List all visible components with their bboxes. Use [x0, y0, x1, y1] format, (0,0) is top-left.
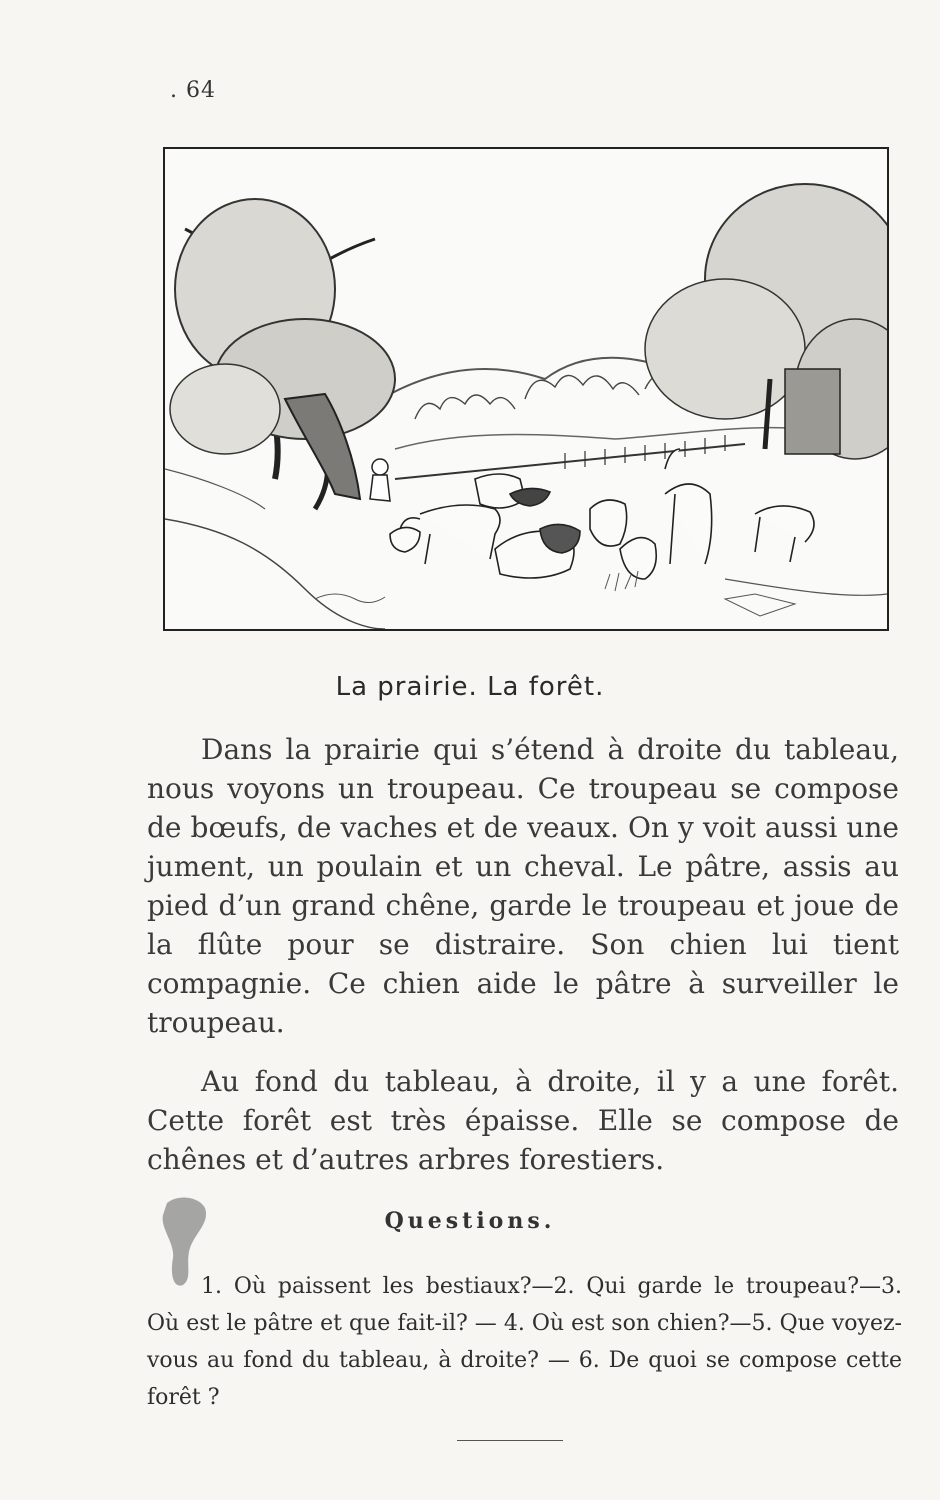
- left-oak-tree: [170, 199, 395, 509]
- closing-rule: [457, 1440, 563, 1441]
- shepherd-figure: [370, 459, 390, 501]
- meadow-forest-illustration: [163, 147, 889, 631]
- paragraph-1: [147, 730, 899, 1042]
- paragraph-2: [147, 1062, 899, 1179]
- questions-block: [147, 1268, 902, 1416]
- questions-heading: Questions.: [384, 1208, 556, 1234]
- figure-caption: La prairie. La forêt.: [335, 672, 605, 702]
- page-number: . 64: [170, 78, 216, 103]
- engraving-drawing: [165, 149, 887, 629]
- paragraph-2-text: Au fond du tableau, à droite, il y a une forêt. Cette forêt est très épaisse. Elle se compose de chênes et d’autres arbres forestiers.: [147, 1065, 899, 1176]
- questions-text: 1. Où paissent les bestiaux?—2. Qui garde le troupeau?—3. Où est le pâtre et que fait-il? — 4. Où est son chien?—5. Que voyez-vous au fond du tableau, à droite? — 6. De quoi se compose cette forêt ?: [147, 1274, 902, 1410]
- right-forest: [645, 184, 887, 459]
- paragraph-1-text: Dans la prairie qui s’étend à droite du tableau, nous voyons un troupeau. Ce troupeau se compose de bœufs, de vaches et de veaux. On y voit aussi une jument, un poulain et un cheval. Le pâtre, assis au pied d’un grand chêne, garde le troupeau et joue de la flûte pour se distraire. Son chien lui tient compagnie. Ce chien aide le pâtre à surveiller le troupeau.: [147, 733, 899, 1039]
- herd-of-cattle: [390, 449, 814, 579]
